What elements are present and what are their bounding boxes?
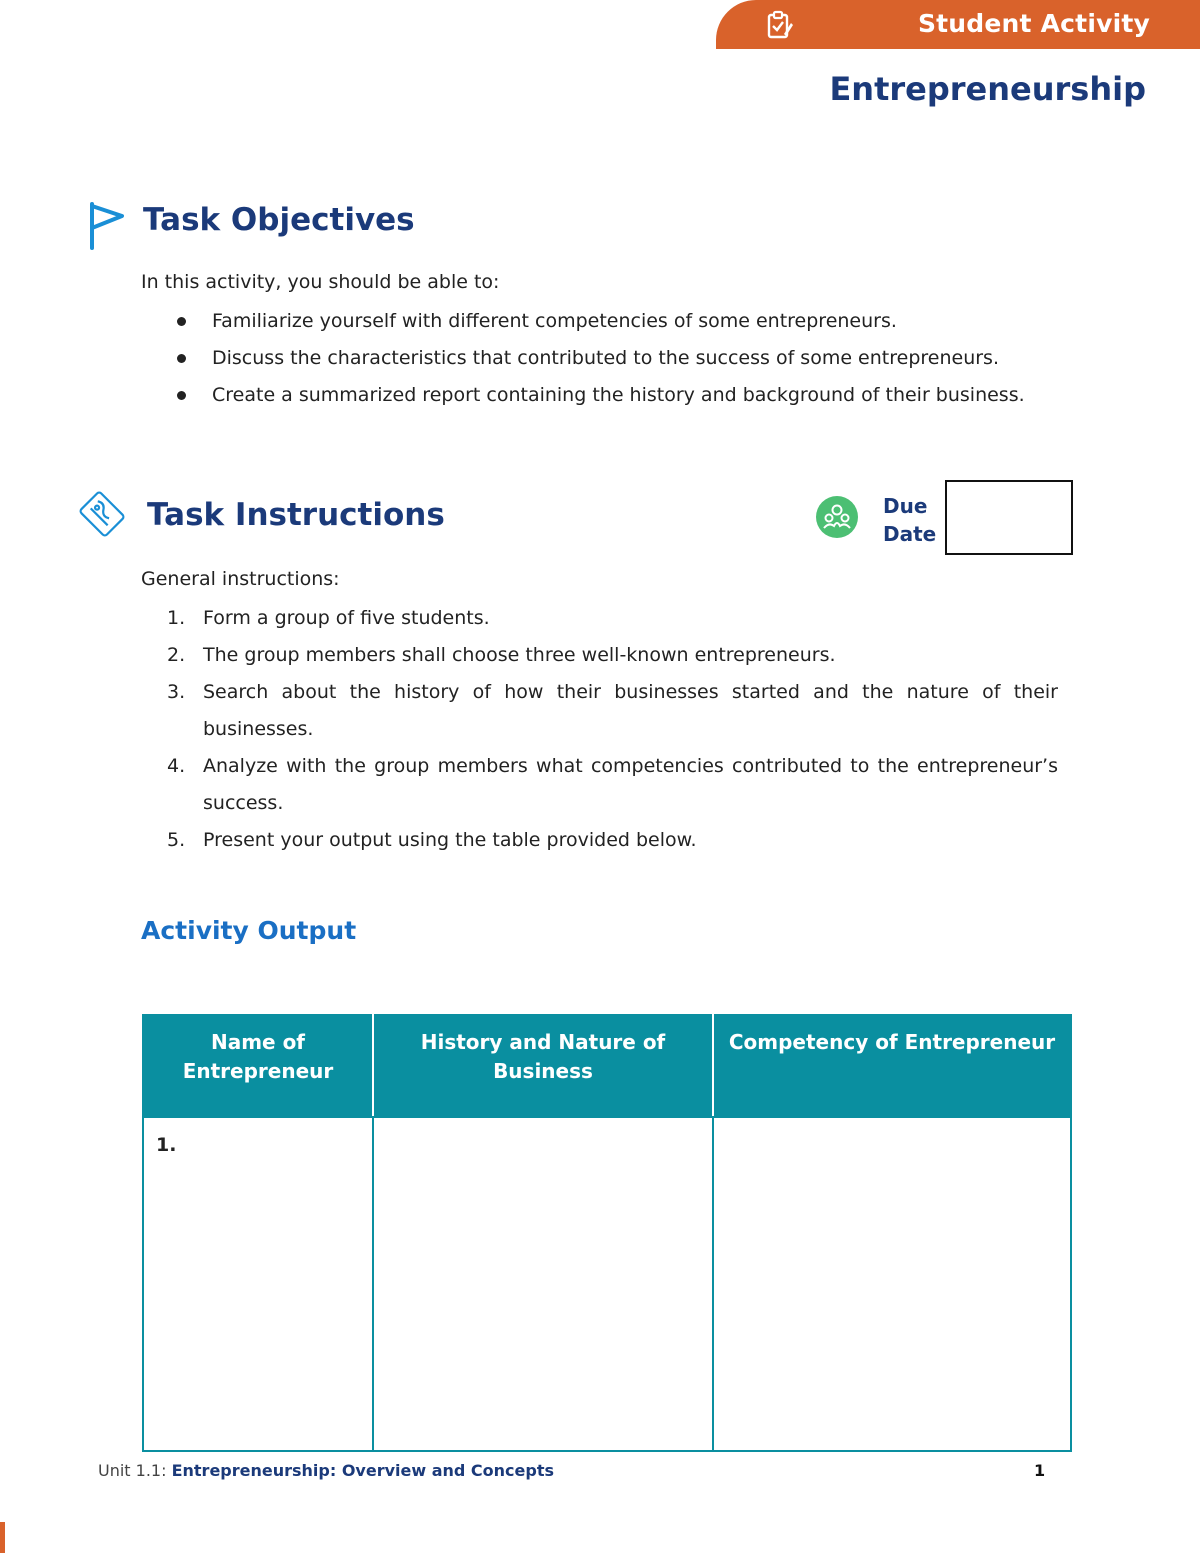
due-date-field[interactable] xyxy=(945,480,1073,555)
list-item xyxy=(162,637,1058,674)
footer-unit-title: Entrepreneurship: Overview and Concepts xyxy=(171,1461,555,1480)
step-text: Form a group of five students. xyxy=(203,607,490,629)
step-text: Search about the history of how their businesses started and the nature of their businesses. xyxy=(203,681,1058,740)
tab-label: Student Activity xyxy=(917,9,1150,38)
list-item xyxy=(162,822,1058,859)
cell-competency[interactable] xyxy=(713,1117,1071,1451)
objectives-heading: Task Objectives xyxy=(143,202,415,238)
list-item xyxy=(162,600,1058,637)
objectives-intro: In this activity, you should be able to: xyxy=(141,271,500,293)
column-header-history: History and Nature of Business xyxy=(373,1015,713,1117)
cell-entrepreneur-name[interactable]: 1. xyxy=(143,1117,373,1451)
group-people-icon xyxy=(815,495,859,539)
step-number: 3. xyxy=(167,681,186,703)
bullet-dot xyxy=(177,317,186,326)
column-header-competency: Competency of Entrepreneur xyxy=(713,1015,1071,1117)
objective-text: Create a summarized report containing the history and background of their business. xyxy=(212,384,1025,406)
step-number: 5. xyxy=(167,829,186,851)
bullet-dot xyxy=(177,354,186,363)
clipboard-check-icon xyxy=(764,10,794,40)
list-item xyxy=(176,340,1048,377)
instructions-steps xyxy=(162,600,1058,859)
objective-text: Familiarize yourself with different competencies of some entrepreneurs. xyxy=(212,310,897,332)
list-item xyxy=(176,377,1048,414)
column-header-name: Name of Entrepreneur xyxy=(143,1015,373,1117)
activity-output-heading: Activity Output xyxy=(141,916,357,945)
step-number: 2. xyxy=(167,644,186,666)
flag-icon xyxy=(86,200,128,252)
pencil-board-icon xyxy=(74,486,130,542)
instructions-heading: Task Instructions xyxy=(147,497,445,533)
cell-history[interactable] xyxy=(373,1117,713,1451)
table-header-row xyxy=(143,1015,1071,1117)
activity-output-table xyxy=(142,1014,1072,1452)
footer-unit xyxy=(98,1461,554,1480)
document-title: Entrepreneurship xyxy=(829,70,1146,108)
footer-unit-prefix: Unit 1.1: xyxy=(98,1461,172,1480)
list-item xyxy=(162,748,1058,822)
step-text: The group members shall choose three well-known entrepreneurs. xyxy=(203,644,836,666)
step-number: 4. xyxy=(167,755,186,777)
student-activity-tab xyxy=(716,0,1200,49)
objectives-list xyxy=(176,303,1048,414)
due-date-label: Due Date xyxy=(883,494,937,546)
instructions-intro: General instructions: xyxy=(141,568,340,590)
edge-mark xyxy=(0,1522,5,1553)
page-number: 1 xyxy=(1034,1461,1046,1480)
objective-text: Discuss the characteristics that contributed to the success of some entrepreneurs. xyxy=(212,347,999,369)
list-item xyxy=(176,303,1048,340)
step-number: 1. xyxy=(167,607,186,629)
step-text: Analyze with the group members what competencies contributed to the entrepreneur’s success. xyxy=(203,755,1058,814)
step-text: Present your output using the table provided below. xyxy=(203,829,697,851)
list-item xyxy=(162,674,1058,748)
bullet-dot xyxy=(177,391,186,400)
table-row xyxy=(143,1117,1071,1451)
